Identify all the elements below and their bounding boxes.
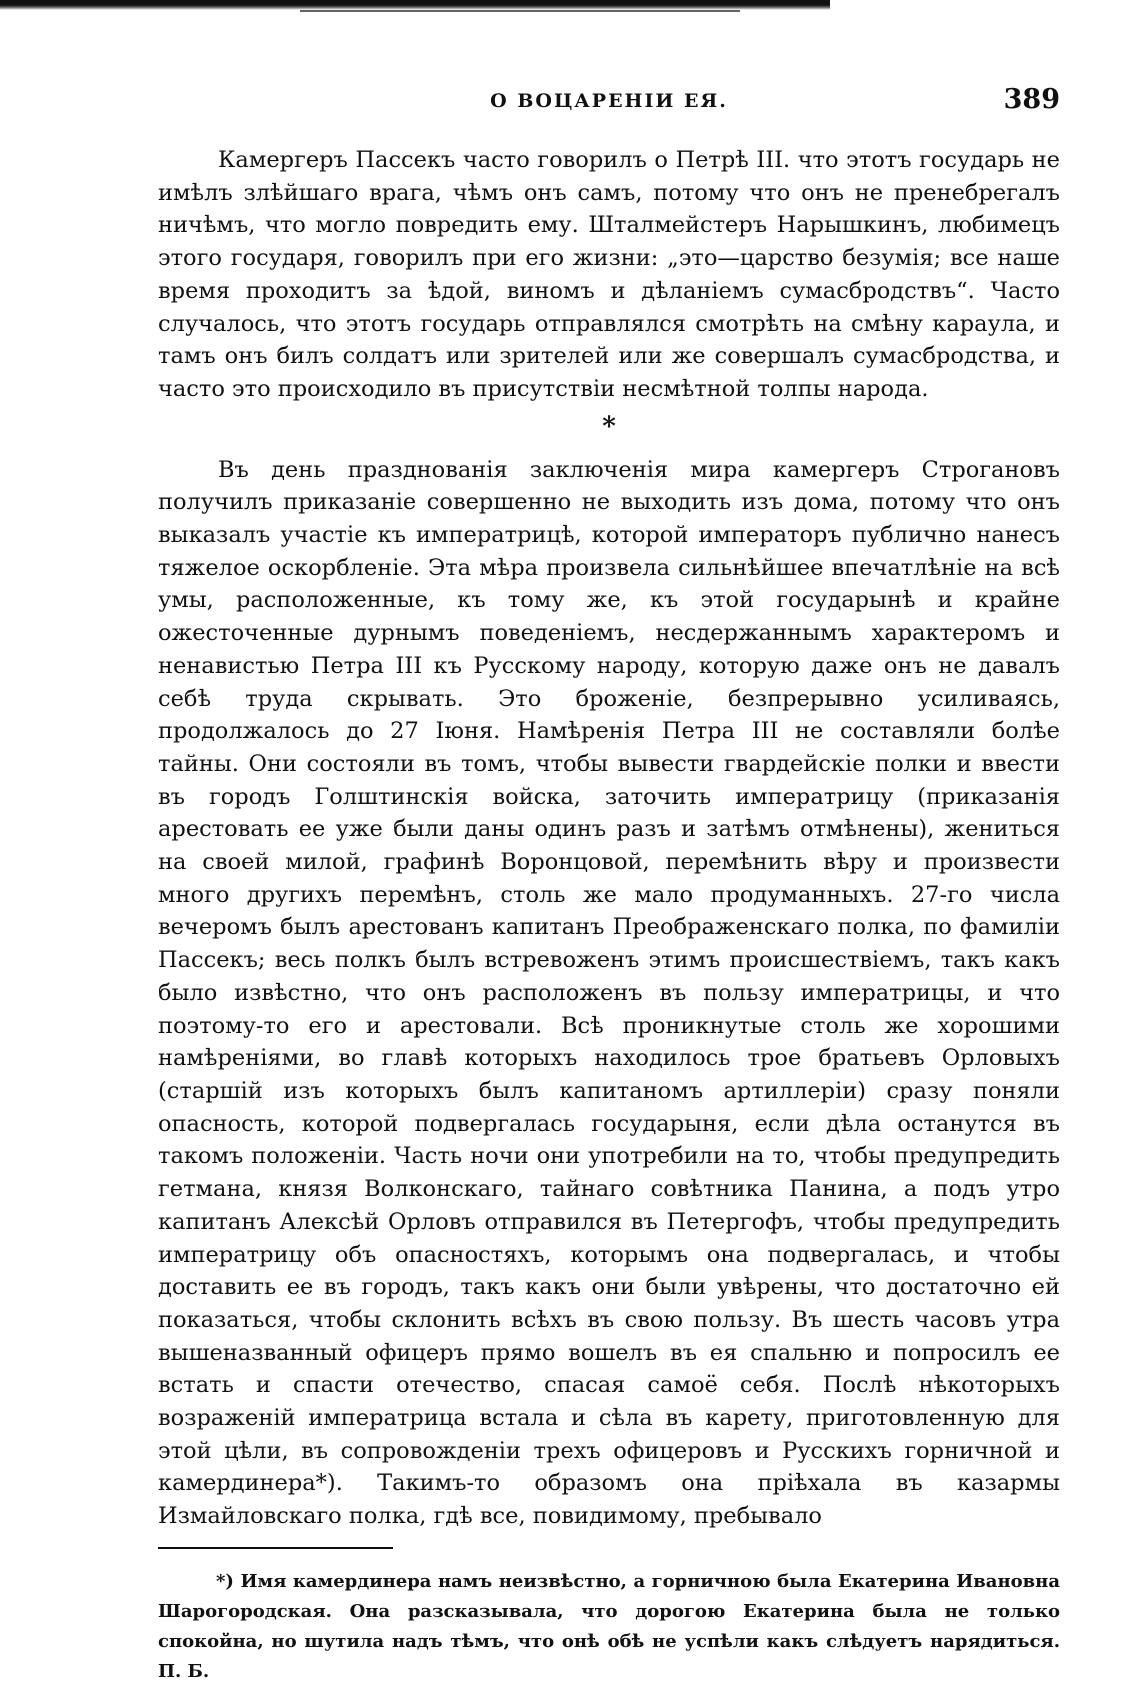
page-header — [158, 84, 1060, 124]
top-edge-thin-rule — [300, 10, 740, 12]
footnote: *) Имя камердинера намъ неизвѣстно, а горничною была Екатерина Ивановна Шарогородская. Она разсказывала, что дорогою Екатерина была не только спокойна, но шутила надъ тѣмъ, что онѣ обѣ не успѣли какъ слѣдуетъ нарядиться. П. Б. — [158, 1570, 1060, 1682]
book-page — [158, 84, 1060, 1687]
footnote-rule — [158, 1547, 393, 1549]
top-edge-rule — [0, 0, 830, 10]
section-asterism: * — [602, 411, 616, 442]
page-number: 389 — [1003, 84, 1060, 115]
paragraph-peace-celebration: Въ день празднованія заключенія мира камергеръ Строгановъ получилъ приказаніе совершенно не выходить изъ дома, потому что онъ выказалъ участіе къ императрицѣ, которой императоръ публично нанесъ тяжелое оскорбленіе. Эта мѣра произвела сильнѣйшее впечатлѣніе на всѣ умы, расположенные, къ тому же, къ этой государынѣ и крайне ожесточенные дурнымъ поведеніемъ, несдержаннымъ характеромъ и ненавистью Петра III къ Русскому народу, которую даже онъ не давалъ себѣ труда скрывать. Это броженіе, безпрерывно усиливаясь, продолжалось до 27 Іюня. Намѣренія Петра III не составляли болѣе тайны. Они состояли въ томъ, чтобы вывести гвардейскіе полки и ввести въ городъ Голштинскія войска, заточить императрицу (приказанія арестовать ее уже были даны одинъ разъ и затѣмъ отмѣнены), жениться на своей милой, графинѣ Воронцовой, перемѣнить вѣру и произвести много другихъ перемѣнъ, столь же мало продуманныхъ. 27-го числа вечеромъ былъ арестованъ капитанъ Преображенскаго полка, по фамиліи Пассекъ; весь полкъ былъ встревоженъ этимъ происшествіемъ, такъ какъ было извѣстно, что онъ расположенъ въ пользу императрицы, и что поэтому-то его и арестовали. Всѣ проникнутые столь же хорошими намѣреніями, во главѣ которыхъ находилось трое братьевъ Орловыхъ (старшій изъ которыхъ былъ капитаномъ артиллеріи) сразу поняли опасность, которой подвергалась государыня, если дѣла останутся въ такомъ положеніи. Часть ночи они употребили на то, чтобы предупредить гетмана, князя Волконскаго, тайнаго совѣтника Панина, а подъ утро капитанъ Алексѣй Орловъ отправился въ Петергофъ, чтобы предупредить императрицу объ опасностяхъ, которымъ она подвергалась, и чтобы доставить ее въ городъ, такъ какъ они были увѣрены, что достаточно ей показаться, чтобы склонить всѣхъ въ свою пользу. Въ шесть часовъ утра вышеназванный офицеръ прямо вошелъ въ ея спальню и попросилъ ее встать и спасти отечество, спасая самоё себя. Послѣ нѣкоторыхъ возраженій императрица встала и сѣла въ карету, приготовленную для этой цѣли, въ сопровожденіи трехъ офицеровъ и Русскихъ горничной и камердинера*). Такимъ-то образомъ она пріѣхала въ казармы Измайловскаго полка, гдѣ все, повидимому, пребывало — [158, 456, 1060, 1530]
running-head: О ВОЦАРЕНІИ ЕЯ. — [490, 90, 728, 112]
paragraph-passek: Камергеръ Пассекъ часто говорилъ о Петрѣ III. что этотъ государь не имѣлъ злѣйшаго врага, чѣмъ онъ самъ, потому что онъ не пренебрегалъ ничѣмъ, что могло повредить ему. Шталмейстеръ Нарышкинъ, любимецъ этого государя, говорилъ при его жизни: „это—царство безумія; все наше время проходитъ за ѣдой, виномъ и дѣланіемъ сумасбродствъ“. Часто случалось, что этотъ государь отправлялся смотрѣть на смѣну караула, и тамъ онъ билъ солдатъ или зрителей или же совершалъ сумасбродства, и часто это происходило въ присутствіи несмѣтной толпы народа. — [158, 147, 1060, 402]
